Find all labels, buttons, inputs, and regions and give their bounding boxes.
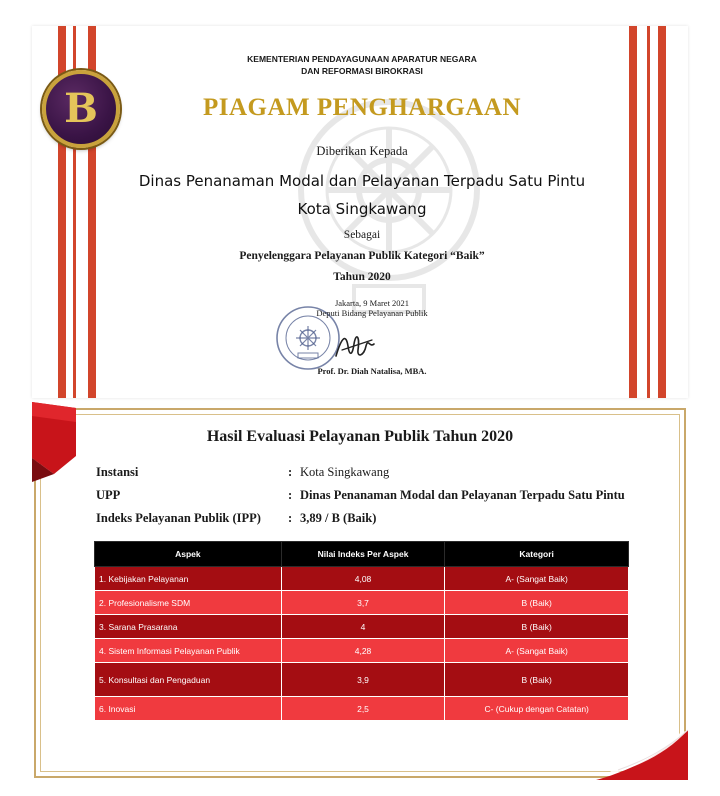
- cell-aspek: 4. Sistem Informasi Pelayanan Publik: [95, 639, 282, 663]
- aspect-score-table: [94, 541, 629, 721]
- cell-kategori: C- (Cukup dengan Catatan): [445, 697, 629, 721]
- as-label: Sebagai: [343, 229, 381, 241]
- cell-aspek: 3. Sarana Prasarana: [95, 615, 282, 639]
- cell-nilai: 4,08: [281, 567, 445, 591]
- cell-nilai: 4,28: [281, 639, 445, 663]
- cell-nilai: 3,9: [281, 663, 445, 697]
- cell-nilai: 4: [281, 615, 445, 639]
- table-row: [95, 697, 629, 721]
- cell-kategori: B (Baik): [445, 591, 629, 615]
- ministry-line-2: DAN REFORMASI BIROKRASI: [301, 66, 423, 76]
- cell-nilai: 3,7: [281, 591, 445, 615]
- info-colon: :: [288, 511, 293, 525]
- grade-letter: B: [64, 85, 98, 132]
- signature-icon: [332, 326, 378, 366]
- info-label: UPP: [96, 488, 121, 502]
- info-value: Dinas Penanaman Modal dan Pelayanan Terpadu Satu Pintu: [300, 488, 625, 502]
- table-header-row: [95, 542, 629, 567]
- info-colon: :: [288, 465, 293, 479]
- place-date: Jakarta, 9 Maret 2021: [334, 298, 410, 308]
- info-label: Indeks Pelayanan Publik (IPP): [96, 511, 261, 525]
- table-row: [95, 639, 629, 663]
- info-value: 3,89 / B (Baik): [300, 511, 377, 525]
- header-kategori: Kategori: [445, 542, 629, 567]
- award-year: Tahun 2020: [333, 271, 391, 283]
- deputy-title: Deputi Bidang Pelayanan Publik: [316, 308, 428, 318]
- header-aspek: Aspek: [95, 542, 282, 567]
- ministry-line-1: KEMENTERIAN PENDAYAGUNAAN APARATUR NEGARA: [247, 54, 477, 64]
- header-nilai: Nilai Indeks Per Aspek: [281, 542, 445, 567]
- evaluation-title: Hasil Evaluasi Pelayanan Publik Tahun 2020: [206, 428, 514, 445]
- cell-aspek: 5. Konsultasi dan Pengaduan: [95, 663, 282, 697]
- cell-aspek: 6. Inovasi: [95, 697, 282, 721]
- cell-kategori: A- (Sangat Baik): [445, 567, 629, 591]
- cell-kategori: B (Baik): [445, 663, 629, 697]
- right-stripe-outer: [658, 26, 666, 398]
- cell-kategori: A- (Sangat Baik): [445, 639, 629, 663]
- signatory-name: Prof. Dr. Diah Natalisa, MBA.: [317, 366, 427, 376]
- grade-badge: [42, 70, 120, 148]
- red-page-curl-icon: [596, 728, 688, 780]
- table-row: [95, 615, 629, 639]
- table-row: [95, 567, 629, 591]
- cell-aspek: 1. Kebijakan Pelayanan: [95, 567, 282, 591]
- recipient-city: Kota Singkawang: [297, 200, 427, 218]
- right-stripe-inner: [647, 26, 650, 398]
- table-row: [95, 591, 629, 615]
- certificate-panel: [32, 26, 688, 398]
- certificate-title: PIAGAM PENGHARGAAN: [202, 94, 521, 121]
- ministry-name: [182, 53, 542, 77]
- cell-kategori: B (Baik): [445, 615, 629, 639]
- recipient-name: Dinas Penanaman Modal dan Pelayanan Terpadu Satu Pintu: [138, 172, 586, 190]
- info-label: Instansi: [96, 465, 139, 479]
- info-value: Kota Singkawang: [300, 465, 390, 479]
- cell-nilai: 2,5: [281, 697, 445, 721]
- award-category: Penyelenggara Pelayanan Publik Kategori “Baik”: [239, 250, 485, 262]
- red-ribbon-corner-icon: [32, 402, 82, 482]
- cell-aspek: 2. Profesionalisme SDM: [95, 591, 282, 615]
- given-to-label: Diberikan Kepada: [316, 144, 408, 158]
- info-colon: :: [288, 488, 293, 502]
- table-row: [95, 663, 629, 697]
